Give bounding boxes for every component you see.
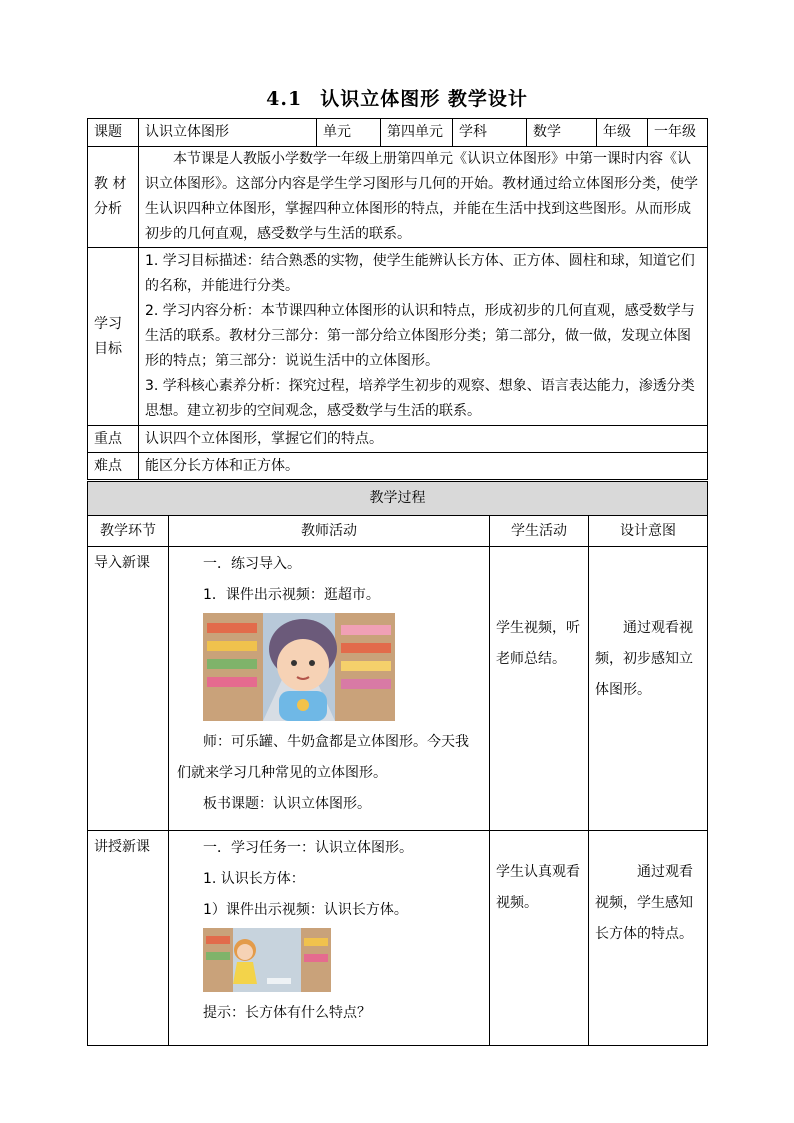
title-text: 认识立体图形 教学设计 [320, 88, 528, 110]
teaching-process-table [87, 481, 708, 1046]
goal-item: 3. 学科核心素养分析：探究过程，培养学生初步的观察、想象、语言表达能力，渗透分类思想。建立初步的空间观念，感受数学与生活的联系。 [145, 378, 695, 419]
teacher-activity-cell: 一．学习任务一：认识立体图形。 1. 认识长方体： 1）课件出示视频：认识长方体。 提示：长方体有什么特点？ [169, 831, 490, 1046]
analysis-label: 教 材 分析 [88, 147, 139, 248]
goals-label: 学习 目标 [88, 248, 139, 426]
page-title [0, 84, 794, 111]
student-activity-cell: 学生视频，听老师总结。 [490, 547, 589, 831]
column-header: 教学环节 [88, 516, 169, 547]
analysis-text: 本节课是人教版小学数学一年级上册第四单元《认识立体图形》中第一课时内容《认识立体图形》。这部分内容是学生学习图形与几何的开始。教材通过给立体图形分类，使学生认识四种立体图形，掌握四种立体图形的特点，并能在生活中找到这些图形。从而形成初步的几何直观，感受数学与生活的联系。 [139, 147, 708, 248]
table-row [88, 547, 708, 831]
lesson-value: 认识立体图形 [139, 119, 317, 147]
supermarket-video-image [203, 613, 395, 721]
stage-cell: 讲授新课 [88, 831, 169, 1046]
lesson-label: 课题 [88, 119, 139, 147]
grade-label: 年级 [597, 119, 648, 147]
goal-item: 2. 学习内容分析：本节课四种立体图形的认识和特点，形成初步的几何直观，感受数学与生活的联系。教材分三部分：第一部分给立体图形分类；第二部分，做一做，发现立体图形的特点；第三部分：说说生活中的立体图形。 [145, 303, 695, 369]
design-intent-cell: 通过观看视频，初步感知立体图形。 [589, 547, 708, 831]
difficulty-text: 能区分长方体和正方体。 [139, 453, 708, 480]
design-intent-cell: 通过观看视频，学生感知长方体的特点。 [589, 831, 708, 1046]
goals-text [139, 248, 708, 426]
subject-label: 学科 [453, 119, 527, 147]
teacher-activity-cell: 一．练习导入。 1．课件出示视频：逛超市。 师：可乐罐、牛奶盒都是立体图形。今天我们就来学习几种常见的立体图形。 板书课题：认识立体图形。 [169, 547, 490, 831]
column-header: 设计意图 [589, 516, 708, 547]
unit-label: 单元 [317, 119, 381, 147]
column-header: 学生活动 [490, 516, 589, 547]
grade-value: 一年级 [648, 119, 708, 147]
column-header: 教师活动 [169, 516, 490, 547]
table-row [88, 831, 708, 1046]
title-number: 4.1 [266, 88, 303, 110]
key-label: 重点 [88, 426, 139, 453]
lesson-info-table [87, 118, 708, 480]
student-activity-cell: 学生认真观看视频。 [490, 831, 589, 1046]
process-header: 教学过程 [88, 482, 708, 516]
stage-cell: 导入新课 [88, 547, 169, 831]
cuboid-video-image [203, 928, 331, 992]
difficulty-label: 难点 [88, 453, 139, 480]
key-text: 认识四个立体图形，掌握它们的特点。 [139, 426, 708, 453]
subject-value: 数学 [527, 119, 597, 147]
unit-value: 第四单元 [381, 119, 453, 147]
goal-item: 1. 学习目标描述：结合熟悉的实物，使学生能辨认长方体、正方体、圆柱和球，知道它们的名称，并能进行分类。 [145, 253, 695, 294]
